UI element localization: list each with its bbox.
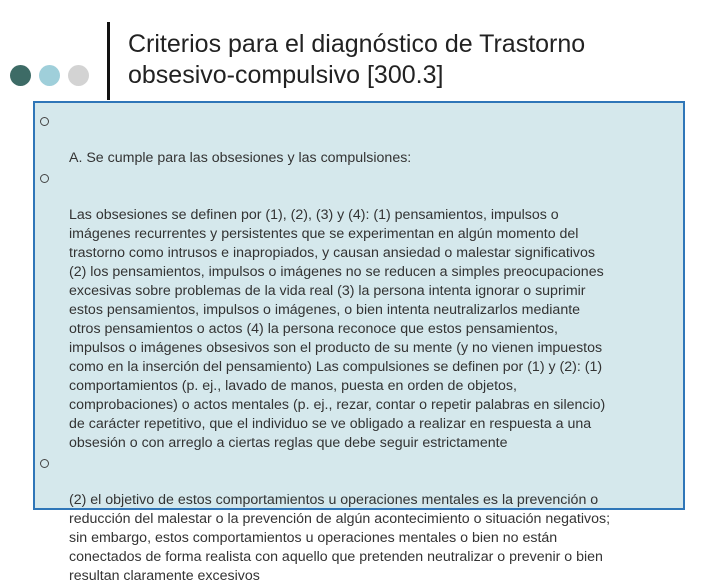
bullet-circle-icon [40,117,49,126]
bullet-item-objetivo [35,453,675,586]
dot-dark-icon [10,65,31,86]
dot-gray-icon [68,65,89,86]
slide-title [128,29,708,91]
bullet-text: (2) el objetivo de estos comportamientos u operaciones mentales es la prevención o reducción del malestar o la prevención de algún acontecimiento o situación negativos; sin embargo, estos comportamientos u operaciones mentales o bien no están conectados de forma realista con aquello que pretenden neutralizar o prevenir o bien resultan claramente excesivos [69,492,611,584]
title-line-2: obsesivo-compulsivo [300.3] [128,61,444,89]
bullet-circle-icon [40,459,49,468]
bullet-list [35,103,683,586]
decorative-dots [10,65,89,86]
dot-light-blue-icon [39,65,60,86]
bullet-item-a [35,111,675,168]
bullet-text: A. Se cumple para las obsesiones y las compulsiones: [69,150,412,166]
bullet-text: Las obsesiones se definen por (1), (2), (3) y (4): (1) pensamientos, impulsos o imágenes recurrentes y persistentes que se experimentan en algún momento del trastorno como intrusos e inapropiados, y causan ansiedad o malestar significativos (2) los pensamientos, impulsos o imágenes no se reducen a simples preocupaciones excesivas sobre problemas de la vida real (3) la persona intenta ignorar o suprimir estos pensamientos, impulsos o imágenes, o bien intenta neutralizarlos mediante otros pensamientos o actos (4) la persona reconoce que estos pensamientos, impulsos o imágenes obsesivos son el producto de su mente (y no vienen impuestos como en la inserción del pensamiento) Las compulsiones se definen por (1) y (2): (1) comportamientos (p. ej., lavado de manos, puesta en orden de objetos, comprobaciones) o actos mentales (p. ej., rezar, contar o repetir palabras en silencio) de carácter repetitivo, que el individuo se ve obligado a realizar en respuesta a una obsesión o con arreglo a ciertas reglas que debe seguir estrictamente [69,207,606,451]
title-divider [107,22,110,100]
title-line-1: Criterios para el diagnóstico de Trastorno [128,30,586,58]
bullet-item-obsesiones [35,168,675,453]
content-box [33,101,685,584]
bullet-circle-icon [40,174,49,183]
